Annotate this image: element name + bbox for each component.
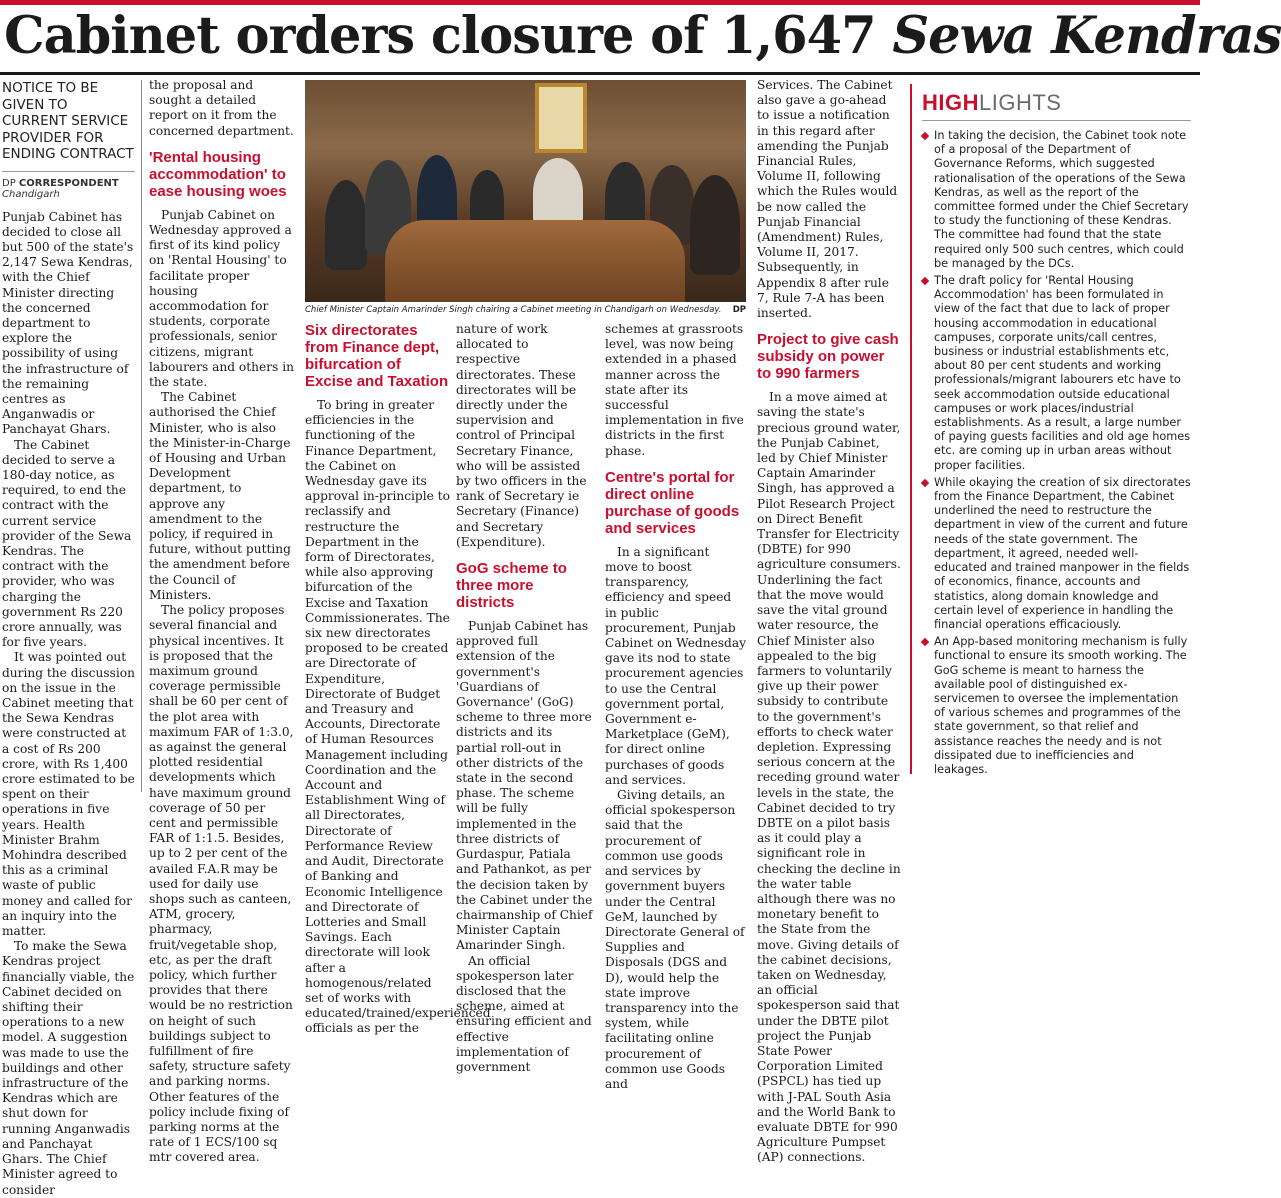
- dateline: Chandigarh: [2, 188, 60, 200]
- highlights-title: HIGHLIGHTS: [922, 90, 1062, 115]
- col2-text: [149, 208, 294, 1166]
- paragraph: The Cabinet authorised the Chief Minister, who is also the Minister-in-Charge of Housing and Urban Development department, to approve any amendment to the policy, if required in future, without putting the amendment before the Council of Ministers.: [149, 390, 291, 602]
- paragraph: the proposal and sought a detailed report on it from the concerned department.: [149, 78, 294, 138]
- bullet-icon: [921, 479, 929, 487]
- col4-continuation: [456, 322, 596, 550]
- col3-text: [305, 398, 491, 1037]
- bullet-icon: [921, 277, 929, 285]
- headline-text: Cabinet orders closure of 1,647: [4, 6, 893, 66]
- headline-rule: [0, 72, 1200, 75]
- paragraph: Giving details, an official spokesperson said that the procurement of common use goods and services by government buyers under the Central GeM, launched by Directorate General of Supplies and Disposals (DGS and D), would help the state improve transparency into the system, while facilitating online procurement of common use Goods and: [605, 788, 745, 1091]
- highlight-item: In taking the decision, the Cabinet took note of a proposal of the Department of Governance Reforms, which suggested rationalisation of the operations of the Sewa Kendras, as well as the report of the committee formed under the Chief Secretary to study the functioning of these Kendras. The committee had found that the state required only 500 such centres, which could be managed by the DCs.: [922, 129, 1191, 271]
- highlight-item: While okaying the creation of six directorates from the Finance Department, the Cabinet underlined the need to restructure the department in view of the current and future needs of the state government. The department, it agreed, needed well-educated and trained manpower in the fields of economics, finance, accounts and statistics, along domain knowledge and certain level of experience in handling the financial operations efficaciously.: [922, 476, 1191, 632]
- col6-text: [757, 390, 901, 1165]
- conference-table: [385, 220, 685, 302]
- column-5: [605, 322, 747, 1091]
- headline: [0, 2, 1281, 72]
- byline: DP CORRESPONDENT: [2, 177, 119, 189]
- column-3: [305, 322, 491, 1036]
- paragraph: Punjab Cabinet on Wednesday approved a first of its kind policy on 'Rental Housing' to facilitate proper housing accommodation for students, corporate professionals, senior citizens, migrant labourers and others in the state.: [149, 207, 294, 390]
- bullet-icon: [921, 132, 929, 140]
- paragraph: An official spokesperson later disclosed that the scheme, aimed at ensuring efficient and effective implementation of government: [456, 953, 592, 1074]
- column-4: [456, 322, 596, 1074]
- paragraph: schemes at grassroots level, was now being extended in a phased manner across the state after its successful implementation in five districts in the first phase.: [605, 322, 744, 458]
- subhead-six-directorates: Six directorates from Finance dept, bifurcation of Excise and Taxation: [305, 322, 449, 390]
- kicker-divider: [2, 171, 135, 172]
- portrait-frame: [535, 83, 587, 153]
- subhead-rental-housing: 'Rental housing accommodation' to ease housing woes: [149, 148, 287, 200]
- paragraph: It was pointed out during the discussion on the issue in the Cabinet meeting that the Sewa Kendras were constructed at a cost of Rs 200 crore, with Rs 1,400 crore estimated to be spent on their operations in five years. Health Minister Brahm Mohindra described this as a criminal waste of public money and called for an inquiry into the matter.: [2, 650, 135, 939]
- col4-text: [456, 619, 596, 1075]
- col5-continuation: [605, 322, 746, 459]
- col6-continuation: [757, 78, 901, 321]
- subhead-gog-scheme: GoG scheme to three more districts: [456, 560, 567, 612]
- person-figure: [533, 158, 583, 228]
- photo-caption: Chief Minister Captain Amarinder Singh chairing a Cabinet meeting in Chandigarh on Wednesday. DP: [305, 305, 746, 315]
- person-figure: [325, 180, 367, 270]
- paragraph: The policy proposes several financial and physical incentives. It is proposed that the maximum ground coverage permissible shall be 60 per cent of the plot area with maximum FAR of 1:3.0, as against the general plotted residential developments which have maximum ground coverage of 50 per cent and permissible FAR of 1:1.5. Besides, up to 2 per cent of the availed F.A.R may be used for daily use shops such as canteen, ATM, grocery, pharmacy, fruit/vegetable shop, etc, as per the draft policy, which further provides that there would be no restriction on height of such buildings subject to fulfillment of fire safety, structure safety and parking norms. Other features of the policy include fixing of parking norms at the rate of 1 ECS/100 sq mtr covered area.: [149, 603, 294, 1165]
- paragraph: nature of work allocated to respective directorates. These directorates will be directly under the supervision and control of Principal Secretary Finance, who will be assisted by two officers in the rank of Secretary ie Secretary (Finance) and Secretary (Expenditure).: [456, 322, 587, 549]
- cabinet-meeting-photo: [305, 80, 746, 302]
- col2-continuation: [149, 78, 294, 139]
- paragraph: Punjab Cabinet has approved full extension of the government's 'Guardians of Governance' (GoG) scheme to three more districts and its partial roll-out in other districts of the state in the second phase. The scheme will be fully implemented in the three districts of Gurdaspur, Patiala and Pathankot, as per the decision taken by the Cabinet under the chairmanship of Chief Minister Captain Amarinder Singh.: [456, 619, 593, 953]
- paragraph: In a move aimed at saving the state's precious ground water, the Punjab Cabinet, led by Chief Minister Captain Amarinder Singh, has approved a Pilot Research Project on Direct Benefit Transfer for Electricity (DBTE) for 990 agriculture consumers. Underlining the fact that the move would save the vital ground water resource, the Chief Minister also appealed to the big farmers to voluntarily give up their power subsidy to contribute to the government's efforts to check water depletion. Expressing serious concern at the receding ground water levels in the state, the Cabinet decided to try DBTE on a pilot basis as it could play a significant role in checking the decline in the water table although there was no monetary benefit to the State from the move. Giving details of the cabinet decisions, taken on Wednesday, an official spokesperson said that under the DBTE pilot project the Punjab State Power Corporation Limited (PSPCL) has tied up with J-PAL South Asia and the World Bank to evaluate DBTE for 990 Agriculture Pumpset (AP) connections.: [757, 390, 901, 1165]
- col5-text: [605, 545, 746, 1092]
- notice-kicker: NOTICE TO BE GIVEN TO CURRENT SERVICE PROVIDER FOR ENDING CONTRACT: [2, 80, 134, 162]
- col1-text: [2, 210, 135, 1198]
- person-figure: [690, 175, 740, 275]
- paragraph: To make the Sewa Kendras project financially viable, the Cabinet decided on shifting their operations to a new model. A suggestion was made to use the buildings and other infrastructure of the Kendras which are shut down for running Anganwadis and Panchayat Ghars. The Chief Minister agreed to consider: [2, 939, 135, 1197]
- column-rule: [141, 80, 142, 792]
- subhead-centres-portal: Centre's portal for direct online purchase of goods and services: [605, 468, 740, 537]
- highlights-list: [922, 129, 1191, 777]
- bullet-icon: [921, 638, 929, 646]
- highlights-box: [910, 84, 1197, 774]
- column-6: [757, 78, 901, 1165]
- highlight-item: An App-based monitoring mechanism is fully functional to ensure its smooth working. The GoG scheme is meant to harness the available pool of distinguished ex-servicemen to oversee the implementation of various schemes and programmes of the state government, so that relief and assistance reaches the needy and is not dissipated due to inefficiencies and leakages.: [922, 635, 1191, 777]
- paragraph: To bring in greater efficiencies in the functioning of the Finance Department, the Cabinet on Wednesday gave its approval in-principle to reclassify and restructure the Department in the form of Directorates, while also approving bifurcation of the Excise and Taxation Commissionerates. The six new directorates proposed to be created are Directorate of Expenditure, Directorate of Budget and Treasury and Accounts, Directorate of Human Resources Management including Coordination and the Account and Establishment Wing of all Directorates, Directorate of Performance Review and Audit, Directorate of Banking and Economic Intelligence and Directorate of Lotteries and Small Savings. Each directorate will look after a homogenous/related set of works with educated/trained/experienced officials as per the: [305, 398, 491, 1036]
- column-2: [149, 78, 294, 1165]
- highlight-item: The draft policy for 'Rental Housing Accommodation' has been formulated in view of the fact that due to lack of proper housing accommodation in educational campuses, corporate units/call centres, business or industrial establishments etc, about 80 per cent students and working professionals/migrant labourers etc have to seek accommodation outside educational campuses or work places/industrial establishments. As a result, a large number of paying guests facilities and old age homes etc. are coming up in urban areas without proper facilities.: [922, 274, 1191, 473]
- subhead-cash-subsidy: Project to give cash subsidy on power to 990 farmers: [757, 331, 899, 383]
- headline-italic: Sewa Kendras: [892, 6, 1281, 66]
- paragraph: In a significant move to boost transparency, efficiency and speed in public procurement, Punjab Cabinet on Wednesday gave its nod to state procurement agencies to use the Central government portal, Government e-Marketplace (GeM), for direct online purchases of goods and services.: [605, 544, 747, 787]
- paragraph: The Cabinet decided to serve a 180-day notice, as required, to end the contract with the current service provider of the Sewa Kendras. The contract with the provider, who was charging the government Rs 220 crore annually, was for five years.: [2, 437, 132, 650]
- highlights-divider: [922, 120, 1191, 121]
- column-1: [2, 80, 135, 1197]
- paragraph: Punjab Cabinet has decided to close all but 500 of the state's 2,147 Sewa Kendras, with the Chief Minister directing the concerned department to explore the possibility of using the infrastructure of the remaining centres as Anganwadis or Panchayat Ghars.: [2, 209, 134, 437]
- photo-credit: DP: [732, 305, 746, 315]
- paragraph: Services. The Cabinet also gave a go-ahead to issue a notification in this regard after amending the Punjab Financial Rules, Volume II, following which the Rules would be now called the Punjab Financial (Amendment) Rules, Volume II, 2017. Subsequently, in Appendix 8 after rule 7, Rule 7-A has been inserted.: [757, 78, 898, 321]
